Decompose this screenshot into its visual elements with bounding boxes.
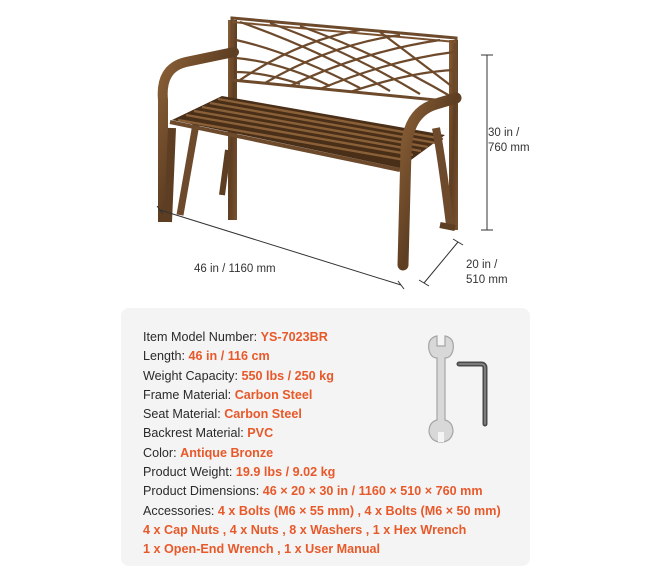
spec-label: Length: [143, 349, 186, 364]
spec-value: Antique Bronze [180, 445, 274, 460]
spec-label: Backrest Material: [143, 426, 244, 441]
bench-backrest [232, 18, 456, 102]
bench-right-armrest [403, 98, 456, 265]
spec-row-accessories-cont [143, 540, 513, 559]
spec-value: 46 × 20 × 30 in / 1160 × 510 × 760 mm [262, 484, 483, 499]
spec-label: Accessories: [143, 503, 215, 518]
height-dimension-label [488, 126, 568, 156]
spec-value: Carbon Steel [234, 387, 313, 402]
height-dimension-line1: 30 in / [488, 127, 520, 139]
spec-label: Product Weight: [143, 465, 233, 480]
width-dimension-label: 46 in / 1160 mm [194, 263, 276, 275]
hex-wrench-icon [459, 364, 485, 424]
depth-dimension-line1: 20 in / [466, 259, 498, 271]
spec-label: Product Dimensions: [143, 484, 260, 499]
spec-row-weight [143, 463, 513, 482]
tools-illustration [423, 328, 503, 448]
depth-dimension-label [466, 258, 546, 288]
height-dimension-line2: 760 mm [488, 142, 530, 154]
spec-value: Carbon Steel [224, 407, 302, 422]
spec-label: Frame Material: [143, 387, 232, 402]
spec-label: Seat Material: [143, 407, 221, 422]
spec-value: 46 in / 116 cm [188, 349, 270, 364]
spec-value: 4 x Bolts (M6 × 55 mm) , 4 x Bolts (M6 × 50 mm) [217, 503, 501, 518]
depth-dimension-line2: 510 mm [466, 274, 508, 286]
spec-value: 550 lbs / 250 kg [241, 368, 334, 383]
open-end-wrench-icon [429, 336, 454, 442]
spec-value: 1 x Open-End Wrench , 1 x User Manual [143, 542, 381, 557]
spec-row-accessories [143, 502, 513, 521]
spec-value: 4 x Cap Nuts , 4 x Nuts , 8 x Washers , 1 x Hex Wrench [143, 522, 467, 537]
bench-front-legs [168, 128, 228, 222]
spec-label: Color: [143, 445, 177, 460]
spec-row-accessories-cont [143, 521, 513, 540]
spec-panel [121, 308, 530, 566]
spec-value: PVC [247, 426, 274, 441]
spec-value: 19.9 lbs / 9.02 kg [235, 465, 336, 480]
spec-row-dimensions [143, 482, 513, 501]
spec-value: YS-7023BR [260, 330, 328, 344]
spec-label: Item Model Number: [143, 330, 258, 344]
spec-label: Weight Capacity: [143, 368, 238, 383]
